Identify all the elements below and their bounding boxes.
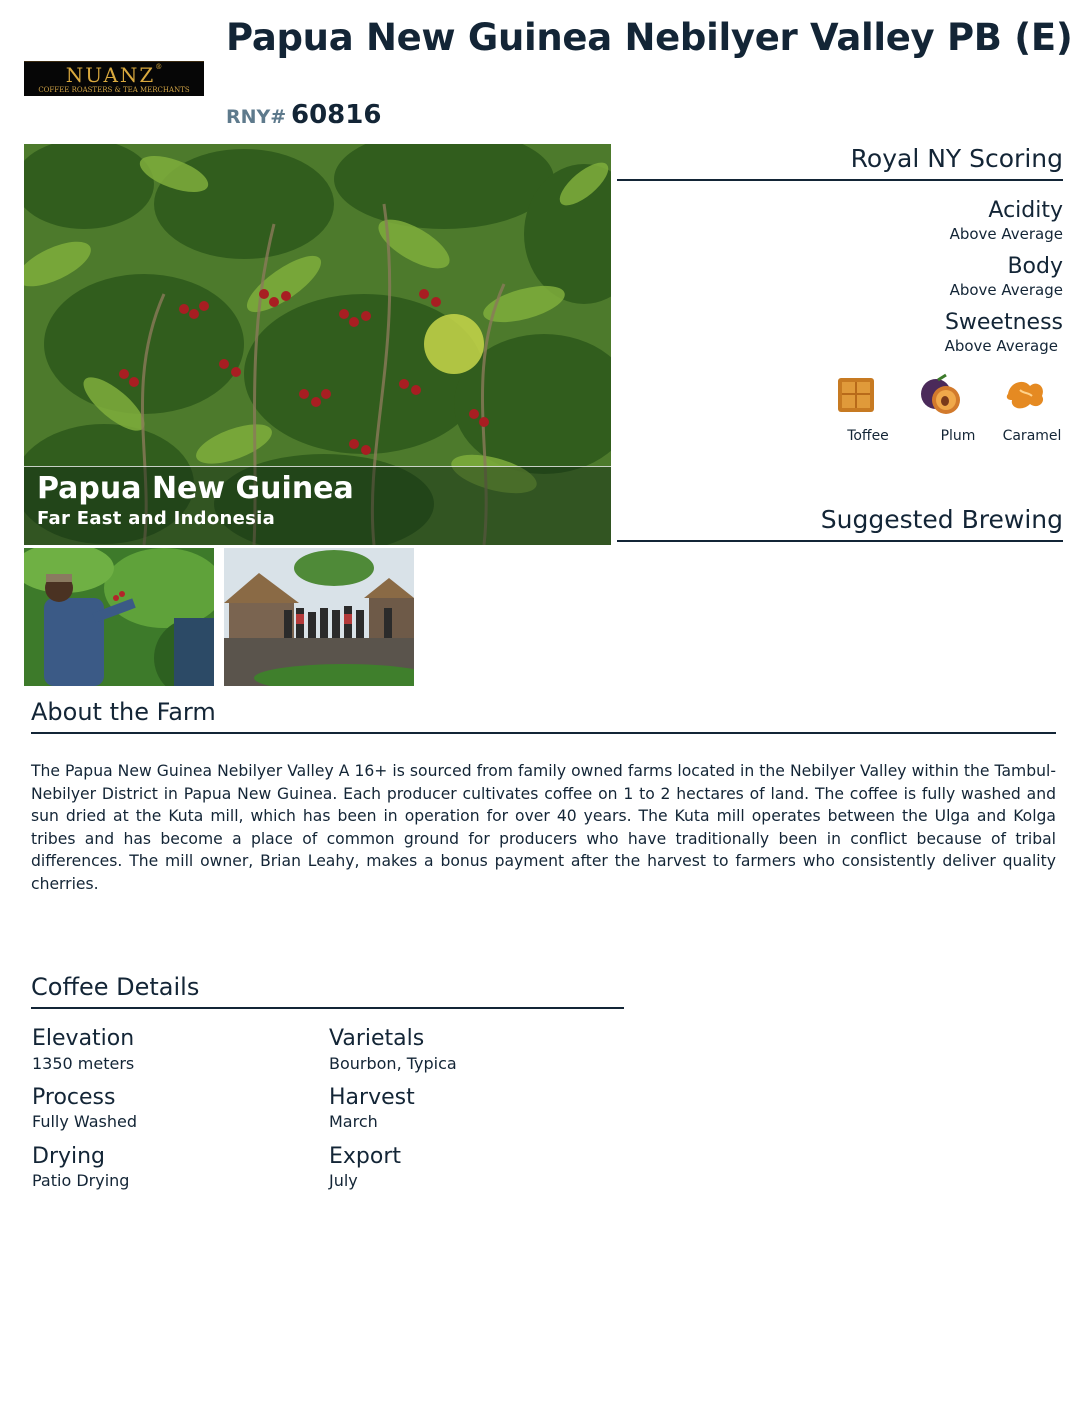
detail-value-varietals: Bourbon, Typica <box>329 1054 457 1073</box>
about-text: The Papua New Guinea Nebilyer Valley A 16+ is sourced from family owned farms located in the Nebilyer Valley within the Tambul-Nebilyer District in Papua New Guinea. Each producer cultivates coffee on 1 to 2 hectares of land. The coffee is fully washed and sun dried at the Kuta mill, which has been in operation for over 40 years. The Kuta mill operates between the Ulga and Kolga tribes and has become a place of common ground for producers who have traditionally been in conflict because of tribal differences. The mill owner, Brian Leahy, makes a bonus payment after the harvest to farmers who consistently deliver quality cherries. <box>31 762 1056 893</box>
score-value-body: Above Average <box>949 281 1063 299</box>
rny-prefix: RNY# <box>226 106 287 128</box>
detail-value-drying: Patio Drying <box>32 1171 130 1190</box>
logo-wordmark: NUANZ® <box>65 63 163 87</box>
about-heading: About the Farm <box>31 698 1056 734</box>
page-title: Papua New Guinea Nebilyer Valley PB (E) <box>226 16 1073 59</box>
hero-country: Papua New Guinea <box>37 471 354 506</box>
rny-number: 60816 <box>291 100 382 130</box>
flavor-name-plum: Plum <box>940 428 976 444</box>
detail-value-elevation: 1350 meters <box>32 1054 135 1073</box>
detail-label-export: Export <box>329 1144 402 1169</box>
hero-region: Far East and Indonesia <box>37 508 276 529</box>
detail-label-process: Process <box>32 1085 116 1110</box>
detail-label-harvest: Harvest <box>329 1085 415 1110</box>
detail-label-drying: Drying <box>32 1144 106 1169</box>
flavor-name-toffee: Toffee <box>847 428 889 444</box>
toffee-icon <box>834 372 880 418</box>
brand-logo <box>24 61 204 96</box>
details-heading: Coffee Details <box>31 973 624 1009</box>
flavor-name-caramel: Caramel <box>1002 428 1062 444</box>
caramel-icon <box>1002 372 1048 418</box>
brewing-heading: Suggested Brewing <box>617 505 1063 542</box>
detail-value-process: Fully Washed <box>32 1112 137 1131</box>
score-label-body: Body <box>1007 254 1063 279</box>
hero-photo <box>24 144 611 545</box>
logo-tagline: COFFEE ROASTERS & TEA MERCHANTS <box>38 86 190 94</box>
thumbnail-village-photo <box>224 548 414 686</box>
score-value-acidity: Above Average <box>949 225 1063 243</box>
score-label-sweetness: Sweetness <box>944 310 1063 335</box>
detail-value-export: July <box>329 1171 358 1190</box>
score-label-acidity: Acidity <box>988 198 1063 223</box>
detail-label-varietals: Varietals <box>329 1026 425 1051</box>
thumbnail-farmer-photo <box>24 548 214 686</box>
score-value-sweetness: Above Average <box>944 337 1058 355</box>
detail-value-harvest: March <box>329 1112 378 1131</box>
detail-label-elevation: Elevation <box>32 1026 135 1051</box>
scoring-heading: Royal NY Scoring <box>617 144 1063 181</box>
plum-icon <box>918 372 964 418</box>
